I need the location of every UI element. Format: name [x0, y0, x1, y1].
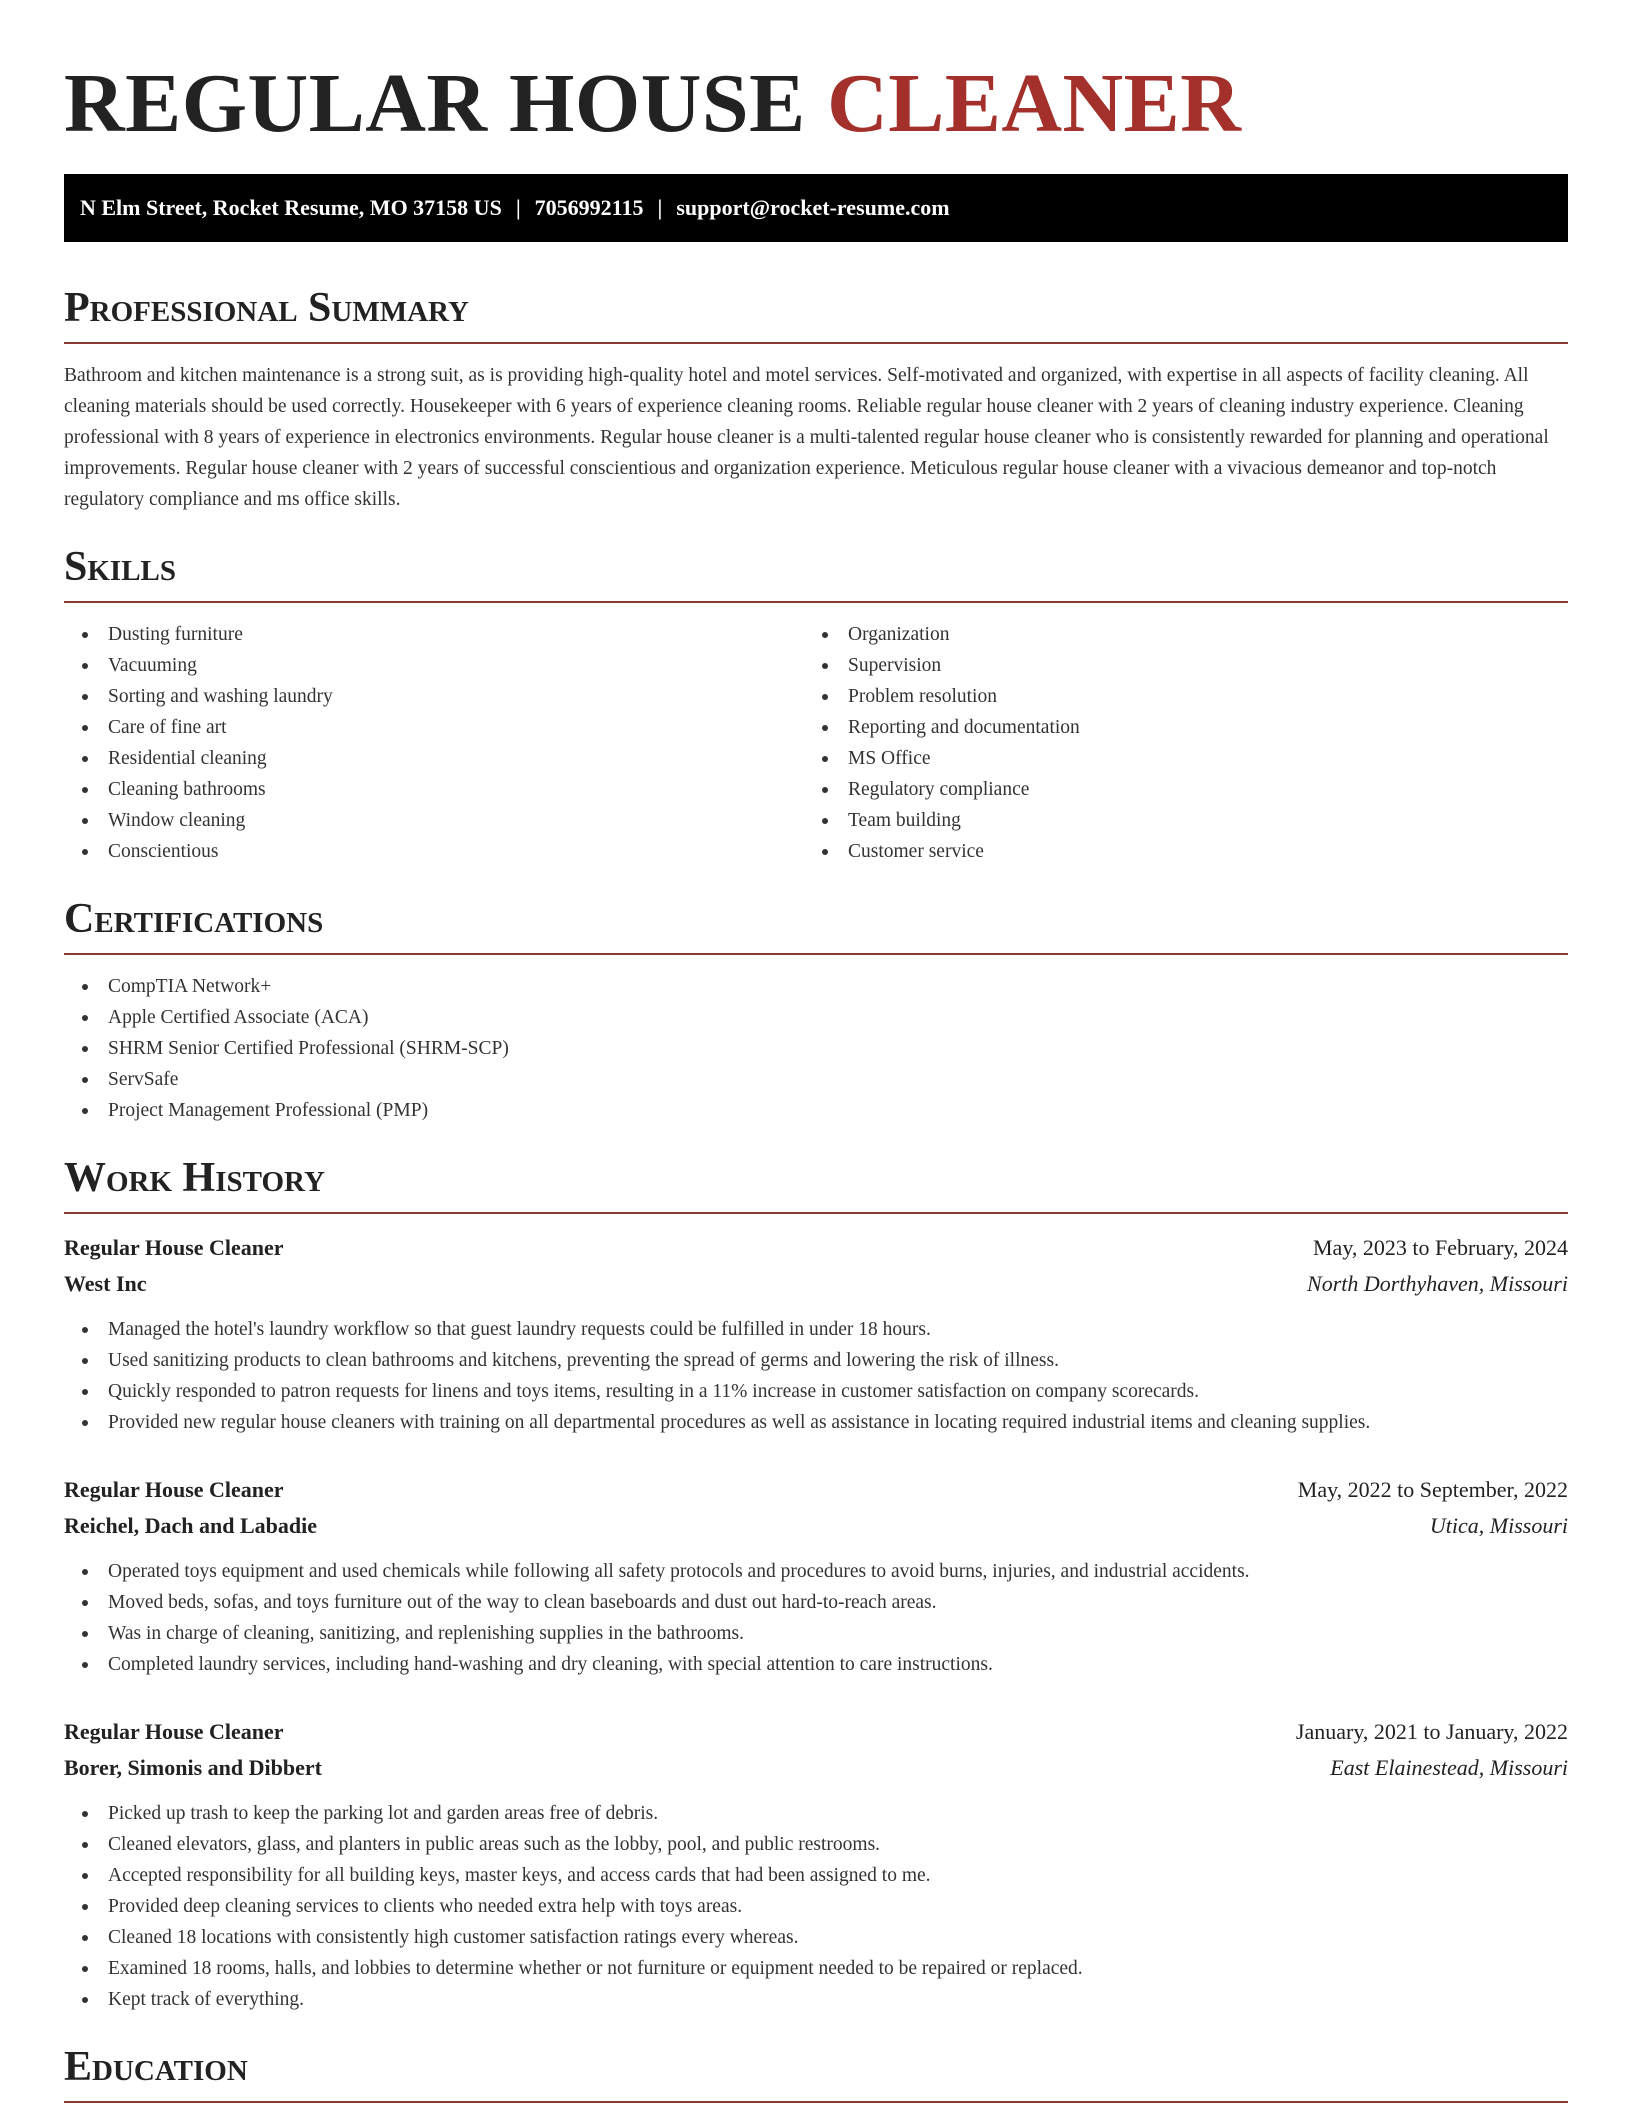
work-history-title: Work History [64, 1152, 1568, 1214]
contact-email: support@rocket-resume.com [676, 195, 950, 220]
job-location: East Elainestead, Missouri [1330, 1755, 1568, 1780]
skills-section [64, 541, 1568, 867]
contact-address: N Elm Street, Rocket Resume, MO 37158 US [80, 195, 502, 220]
certifications-title: Certifications [64, 893, 1568, 955]
job-duty: Accepted responsibility for all building keys, master keys, and access cards that had been assigned to me. [64, 1860, 1568, 1891]
job-location: Utica, Missouri [1429, 1513, 1568, 1538]
contact-separator: | [657, 195, 663, 220]
job-company: Reichel, Dach and Labadie [64, 1513, 318, 1538]
skill-item: Sorting and washing laundry [64, 681, 804, 712]
education-title: Education [64, 2041, 1568, 2103]
contact-phone: 7056992115 [534, 195, 644, 220]
job-header-row [64, 1714, 1568, 1750]
certification-item: Apple Certified Associate (ACA) [64, 1002, 1568, 1033]
job-duty: Operated toys equipment and used chemicals while following all safety protocols and procedures to avoid burns, injuries, and industrial accidents. [64, 1556, 1568, 1587]
skill-item: Reporting and documentation [804, 712, 1544, 743]
job-dates: May, 2022 to September, 2022 [1297, 1477, 1568, 1502]
job-entry [64, 1230, 1568, 1438]
skill-item: Customer service [804, 836, 1544, 867]
job-duties-list [64, 1314, 1568, 1438]
job-entry [64, 1714, 1568, 2015]
skills-list-right [804, 619, 1544, 867]
certification-item: SHRM Senior Certified Professional (SHRM-SCP) [64, 1033, 1568, 1064]
skill-item: Dusting furniture [64, 619, 804, 650]
contact-separator: | [515, 195, 521, 220]
job-company: West Inc [64, 1271, 147, 1296]
skill-item: Vacuuming [64, 650, 804, 681]
job-company-row [64, 1508, 1568, 1544]
job-title: Regular House Cleaner [64, 1719, 284, 1744]
job-duty: Quickly responded to patron requests for linens and toys items, resulting in a 11% increase in customer satisfaction on company scorecards. [64, 1376, 1568, 1407]
skills-title: Skills [64, 541, 1568, 603]
resume-name [64, 0, 1568, 150]
job-duty: Used sanitizing products to clean bathrooms and kitchens, preventing the spread of germs and lowering the risk of illness. [64, 1345, 1568, 1376]
summary-title: Professional Summary [64, 282, 1568, 344]
job-header-row [64, 1472, 1568, 1508]
name-main: REGULAR HOUSE [64, 57, 806, 150]
name-accent: CLEANER [827, 57, 1242, 150]
work-history-section [64, 1152, 1568, 2015]
skill-item: Supervision [804, 650, 1544, 681]
skills-list-left [64, 619, 804, 867]
job-dates: May, 2023 to February, 2024 [1313, 1235, 1568, 1260]
certification-item: ServSafe [64, 1064, 1568, 1095]
job-duties-list [64, 1798, 1568, 2015]
job-title: Regular House Cleaner [64, 1235, 284, 1260]
job-duty: Moved beds, sofas, and toys furniture out of the way to clean baseboards and dust out hard-to-reach areas. [64, 1587, 1568, 1618]
skill-item: Organization [804, 619, 1544, 650]
job-duty: Provided deep cleaning services to clients who needed extra help with toys areas. [64, 1891, 1568, 1922]
job-duties-list [64, 1556, 1568, 1680]
job-duty: Provided new regular house cleaners with training on all departmental procedures as well as assistance in locating required industrial items and cleaning supplies. [64, 1407, 1568, 1438]
certifications-list [64, 971, 1568, 1126]
contact-bar [64, 174, 1568, 242]
certifications-section [64, 893, 1568, 1126]
certification-item: CompTIA Network+ [64, 971, 1568, 1002]
skill-item: Care of fine art [64, 712, 804, 743]
summary-text: Bathroom and kitchen maintenance is a strong suit, as is providing high-quality hotel and motel services. Self-motivated and organized, with expertise in all aspects of facility cleaning. All cleaning materials should be used correctly. Housekeeper with 6 years of experience cleaning rooms. Reliable regular house cleaner with 2 years of cleaning industry experience. Cleaning professional with 8 years of experience in electronics environments. Regular house cleaner is a multi-talented regular house cleaner who is consistently rewarded for planning and operational improvements. Regular house cleaner with 2 years of successful conscientious and organization experience. Meticulous regular house cleaner with a vivacious demeanor and top-notch regulatory compliance and ms office skills. [64, 365, 1549, 510]
resume-page [64, 0, 1568, 2103]
skill-item: Conscientious [64, 836, 804, 867]
job-entry [64, 1472, 1568, 1680]
job-duty: Examined 18 rooms, halls, and lobbies to determine whether or not furniture or equipment needed to be repaired or replaced. [64, 1953, 1568, 1984]
job-location: North Dorthyhaven, Missouri [1307, 1271, 1568, 1296]
job-company: Borer, Simonis and Dibbert [64, 1755, 322, 1780]
summary-section [64, 282, 1568, 515]
job-duty: Cleaned 18 locations with consistently high customer satisfaction ratings every whereas. [64, 1922, 1568, 1953]
skill-item: Cleaning bathrooms [64, 774, 804, 805]
job-title: Regular House Cleaner [64, 1477, 284, 1502]
job-duty: Completed laundry services, including hand-washing and dry cleaning, with special attention to care instructions. [64, 1649, 1568, 1680]
skill-item: Problem resolution [804, 681, 1544, 712]
education-section [64, 2041, 1568, 2103]
job-duty: Was in charge of cleaning, sanitizing, and replenishing supplies in the bathrooms. [64, 1618, 1568, 1649]
certification-item: Project Management Professional (PMP) [64, 1095, 1568, 1126]
skill-item: Regulatory compliance [804, 774, 1544, 805]
job-duty: Kept track of everything. [64, 1984, 1568, 2015]
skill-item: Window cleaning [64, 805, 804, 836]
job-company-row [64, 1750, 1568, 1786]
skills-columns [64, 603, 1568, 867]
job-dates: January, 2021 to January, 2022 [1295, 1719, 1568, 1744]
job-duty: Picked up trash to keep the parking lot and garden areas free of debris. [64, 1798, 1568, 1829]
skill-item: MS Office [804, 743, 1544, 774]
job-duty: Managed the hotel's laundry workflow so that guest laundry requests could be fulfilled in under 18 hours. [64, 1314, 1568, 1345]
job-duty: Cleaned elevators, glass, and planters in public areas such as the lobby, pool, and public restrooms. [64, 1829, 1568, 1860]
skill-item: Team building [804, 805, 1544, 836]
job-header-row [64, 1230, 1568, 1266]
job-company-row [64, 1266, 1568, 1302]
skill-item: Residential cleaning [64, 743, 804, 774]
